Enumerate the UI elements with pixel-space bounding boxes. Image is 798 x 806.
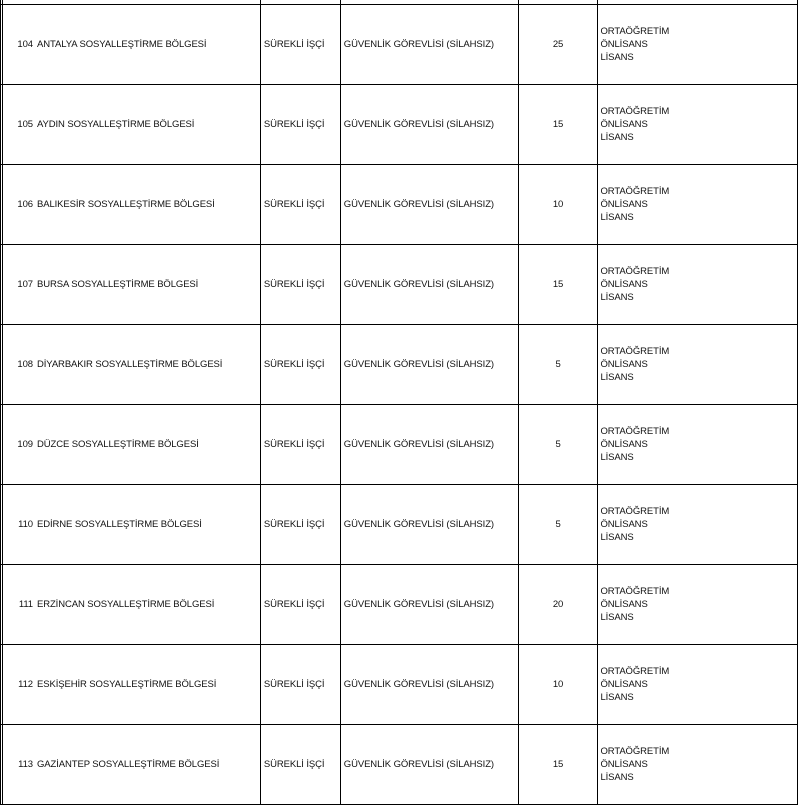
table-row xyxy=(1,725,798,805)
education-level: LİSANS xyxy=(600,772,634,784)
education-requirements xyxy=(598,485,798,565)
education-level: ÖNLİSANS xyxy=(600,758,648,770)
education-level: ÖNLİSANS xyxy=(600,678,648,690)
education-level: LİSANS xyxy=(600,52,634,64)
row-number: 111 xyxy=(18,599,33,610)
education-level: ÖNLİSANS xyxy=(600,38,648,50)
education-requirements xyxy=(598,165,798,245)
position-title: GÜVENLİK GÖREVLİSİ (SİLAHSIZ) xyxy=(340,405,518,485)
position-count: 20 xyxy=(518,565,598,645)
education-level: ÖNLİSANS xyxy=(600,358,648,370)
table-body xyxy=(1,0,798,805)
education-level: ÖNLİSANS xyxy=(600,278,648,290)
education-requirements xyxy=(598,5,798,85)
education-requirements xyxy=(598,645,798,725)
position-title: GÜVENLİK GÖREVLİSİ (SİLAHSIZ) xyxy=(340,165,518,245)
employment-type: SÜREKLİ İŞÇİ xyxy=(260,245,340,325)
employment-type: SÜREKLİ İŞÇİ xyxy=(260,645,340,725)
row-number: 112 xyxy=(18,679,33,690)
education-level: LİSANS xyxy=(600,532,634,544)
region-name: ERZİNCAN SOSYALLEŞTİRME BÖLGESİ xyxy=(36,599,215,610)
education-requirements xyxy=(598,245,798,325)
region-cell xyxy=(2,485,260,565)
education-level: LİSANS xyxy=(600,612,634,624)
position-title: GÜVENLİK GÖREVLİSİ (SİLAHSIZ) xyxy=(340,645,518,725)
education-level: ÖNLİSANS xyxy=(600,198,648,210)
employment-type: SÜREKLİ İŞÇİ xyxy=(260,165,340,245)
region-name: GAZİANTEP SOSYALLEŞTİRME BÖLGESİ xyxy=(36,759,220,770)
education-level: ORTAÖĞRETİM xyxy=(600,105,670,117)
table-row xyxy=(1,5,798,85)
table-row xyxy=(1,485,798,565)
table-row xyxy=(1,325,798,405)
education-requirements xyxy=(598,405,798,485)
education-level: LİSANS xyxy=(600,692,634,704)
region-cell xyxy=(2,5,260,85)
education-level: LİSANS xyxy=(600,212,634,224)
position-count: 15 xyxy=(518,725,598,805)
row-number: 107 xyxy=(17,279,33,290)
education-requirements xyxy=(598,565,798,645)
education-level: ORTAÖĞRETİM xyxy=(600,745,670,757)
position-count: 15 xyxy=(518,245,598,325)
table-row xyxy=(1,405,798,485)
education-level: ORTAÖĞRETİM xyxy=(600,265,670,277)
region-name: DÜZCE SOSYALLEŞTİRME BÖLGESİ xyxy=(36,439,199,450)
row-number: 105 xyxy=(17,119,33,130)
education-level: ORTAÖĞRETİM xyxy=(600,425,670,437)
region-cell xyxy=(2,245,260,325)
position-title: GÜVENLİK GÖREVLİSİ (SİLAHSIZ) xyxy=(340,485,518,565)
employment-type: SÜREKLİ İŞÇİ xyxy=(260,485,340,565)
position-count: 25 xyxy=(518,5,598,85)
education-level: ORTAÖĞRETİM xyxy=(600,505,670,517)
employment-type: SÜREKLİ İŞÇİ xyxy=(260,325,340,405)
position-title: GÜVENLİK GÖREVLİSİ (SİLAHSIZ) xyxy=(340,725,518,805)
region-cell xyxy=(2,165,260,245)
region-name: EDİRNE SOSYALLEŞTİRME BÖLGESİ xyxy=(36,519,202,530)
row-number: 113 xyxy=(18,759,33,770)
education-level: LİSANS xyxy=(600,372,634,384)
education-requirements xyxy=(598,85,798,165)
employment-type: SÜREKLİ İŞÇİ xyxy=(260,725,340,805)
position-count: 10 xyxy=(518,645,598,725)
region-name: DİYARBAKIR SOSYALLEŞTİRME BÖLGESİ xyxy=(36,359,223,370)
position-title: GÜVENLİK GÖREVLİSİ (SİLAHSIZ) xyxy=(340,245,518,325)
table-row xyxy=(1,85,798,165)
region-name: BALIKESİR SOSYALLEŞTİRME BÖLGESİ xyxy=(36,199,215,210)
region-cell xyxy=(2,405,260,485)
position-title: GÜVENLİK GÖREVLİSİ (SİLAHSIZ) xyxy=(340,5,518,85)
region-name: AYDIN SOSYALLEŞTİRME BÖLGESİ xyxy=(36,119,195,130)
education-requirements xyxy=(598,325,798,405)
employment-type: SÜREKLİ İŞÇİ xyxy=(260,565,340,645)
region-name: ANTALYA SOSYALLEŞTİRME BÖLGESİ xyxy=(36,39,207,50)
region-cell xyxy=(2,85,260,165)
education-level: ÖNLİSANS xyxy=(600,598,648,610)
education-level: LİSANS xyxy=(600,292,634,304)
position-count: 15 xyxy=(518,85,598,165)
table-row xyxy=(1,165,798,245)
region-name: BURSA SOSYALLEŞTİRME BÖLGESİ xyxy=(36,279,199,290)
position-title: GÜVENLİK GÖREVLİSİ (SİLAHSIZ) xyxy=(340,85,518,165)
education-level: ÖNLİSANS xyxy=(600,438,648,450)
education-level: ORTAÖĞRETİM xyxy=(600,585,670,597)
position-title: GÜVENLİK GÖREVLİSİ (SİLAHSIZ) xyxy=(340,325,518,405)
region-cell xyxy=(2,325,260,405)
education-level: ORTAÖĞRETİM xyxy=(600,665,670,677)
row-number: 109 xyxy=(17,439,33,450)
position-title: GÜVENLİK GÖREVLİSİ (SİLAHSIZ) xyxy=(340,565,518,645)
row-number: 110 xyxy=(18,519,33,530)
row-number: 106 xyxy=(17,199,33,210)
education-requirements xyxy=(598,725,798,805)
table-row xyxy=(1,245,798,325)
education-level: ORTAÖĞRETİM xyxy=(600,345,670,357)
education-level: ORTAÖĞRETİM xyxy=(600,25,670,37)
education-level: ÖNLİSANS xyxy=(600,518,648,530)
row-number: 108 xyxy=(17,359,33,370)
position-count: 5 xyxy=(518,485,598,565)
table-row xyxy=(1,645,798,725)
education-level: ÖNLİSANS xyxy=(600,118,648,130)
table-row xyxy=(1,565,798,645)
region-cell xyxy=(2,645,260,725)
position-count: 10 xyxy=(518,165,598,245)
position-count: 5 xyxy=(518,325,598,405)
education-level: ORTAÖĞRETİM xyxy=(600,185,670,197)
row-number: 104 xyxy=(17,39,33,50)
position-count: 5 xyxy=(518,405,598,485)
employment-type: SÜREKLİ İŞÇİ xyxy=(260,405,340,485)
region-cell xyxy=(2,565,260,645)
employment-type: SÜREKLİ İŞÇİ xyxy=(260,5,340,85)
education-level: LİSANS xyxy=(600,452,634,464)
education-level: LİSANS xyxy=(600,132,634,144)
region-name: ESKİŞEHİR SOSYALLEŞTİRME BÖLGESİ xyxy=(36,679,217,690)
employment-type: SÜREKLİ İŞÇİ xyxy=(260,85,340,165)
region-cell xyxy=(2,725,260,805)
